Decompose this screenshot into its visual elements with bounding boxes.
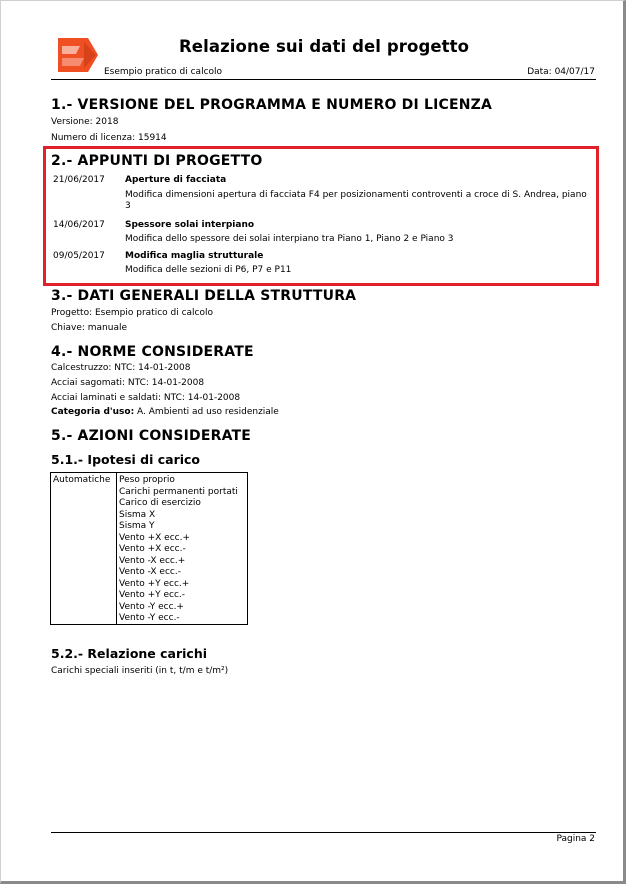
load-type-label: Automatiche	[53, 475, 111, 485]
load-item: Carico di esercizio	[119, 498, 201, 508]
norm-welded-steel: Acciai laminati e saldati: NTC: 14-01-2008	[51, 393, 241, 403]
load-hypotheses-table	[50, 472, 248, 625]
section-1-heading: 1.- VERSIONE DEL PROGRAMMA E NUMERO DI LICENZA	[51, 97, 493, 113]
norm-concrete: Calcestruzzo: NTC: 14-01-2008	[51, 363, 191, 373]
load-item: Vento -X ecc.+	[119, 555, 186, 566]
use-category-label: Categoria d'uso:	[51, 407, 135, 417]
header-divider	[51, 79, 596, 80]
subsection-5-1-heading: 5.1.- Ipotesi di carico	[51, 452, 201, 467]
load-item: Vento +X ecc.+	[119, 532, 190, 543]
load-item: Sisma X	[119, 509, 156, 520]
document-date: Data: 04/07/17	[527, 67, 595, 77]
load-item: Sisma Y	[119, 521, 155, 531]
note-date: 14/06/2017	[53, 220, 105, 230]
load-type-cell	[51, 473, 117, 624]
document-title: Relazione sui dati del progetto	[179, 37, 470, 56]
note-date: 09/05/2017	[53, 251, 105, 261]
license-number: Numero di licenza: 15914	[51, 133, 167, 143]
note-title: Aperture di facciata	[125, 175, 227, 185]
note-title: Spessore solai interpiano	[125, 220, 255, 230]
load-item: Vento +X ecc.-	[119, 544, 186, 554]
load-item: Vento +Y ecc.-	[119, 590, 186, 600]
load-item: Peso proprio	[119, 475, 175, 485]
footer-divider	[51, 832, 596, 833]
load-item: Vento -X ecc.-	[119, 567, 181, 577]
program-version: Versione: 2018	[51, 117, 119, 127]
section-4-heading: 4.- NORME CONSIDERATE	[51, 344, 254, 360]
project-key: Chiave: manuale	[51, 323, 128, 333]
note-description: Modifica dello spessore dei solai interpiano tra Piano 1, Piano 2 e Piano 3	[125, 234, 454, 244]
note-title: Modifica maglia strutturale	[125, 251, 264, 261]
page-number: Pagina 2	[556, 834, 595, 844]
special-loads-text: Carichi speciali inseriti (in t, t/m e t/m²)	[51, 666, 229, 676]
section-2-heading: 2.- APPUNTI DI PROGETTO	[51, 153, 263, 169]
project-name: Progetto: Esempio pratico di calcolo	[51, 308, 214, 318]
load-item: Vento -Y ecc.+	[119, 601, 184, 612]
load-list	[119, 475, 238, 625]
use-category-value: A. Ambienti ad uso residenziale	[134, 407, 279, 417]
load-item: Vento +Y ecc.+	[119, 578, 190, 589]
document-subtitle: Esempio pratico di calcolo	[104, 67, 223, 77]
section-3-heading: 3.- DATI GENERALI DELLA STRUTTURA	[51, 288, 357, 304]
load-item: Vento -Y ecc.-	[119, 613, 180, 623]
company-logo	[54, 34, 100, 76]
note-date: 21/06/2017	[53, 175, 105, 185]
norm-shaped-steel: Acciai sagomati: NTC: 14-01-2008	[51, 378, 205, 388]
note-description: Modifica dimensioni apertura di facciata F4 per posizionamenti controventi a croce di S. Andrea, piano 3	[125, 190, 587, 211]
load-item: Carichi permanenti portati	[119, 486, 238, 497]
section-5-heading: 5.- AZIONI CONSIDERATE	[51, 428, 252, 444]
use-category	[51, 407, 279, 417]
subsection-5-2-heading: 5.2.- Relazione carichi	[51, 646, 208, 661]
note-description: Modifica delle sezioni di P6, P7 e P11	[125, 265, 292, 275]
